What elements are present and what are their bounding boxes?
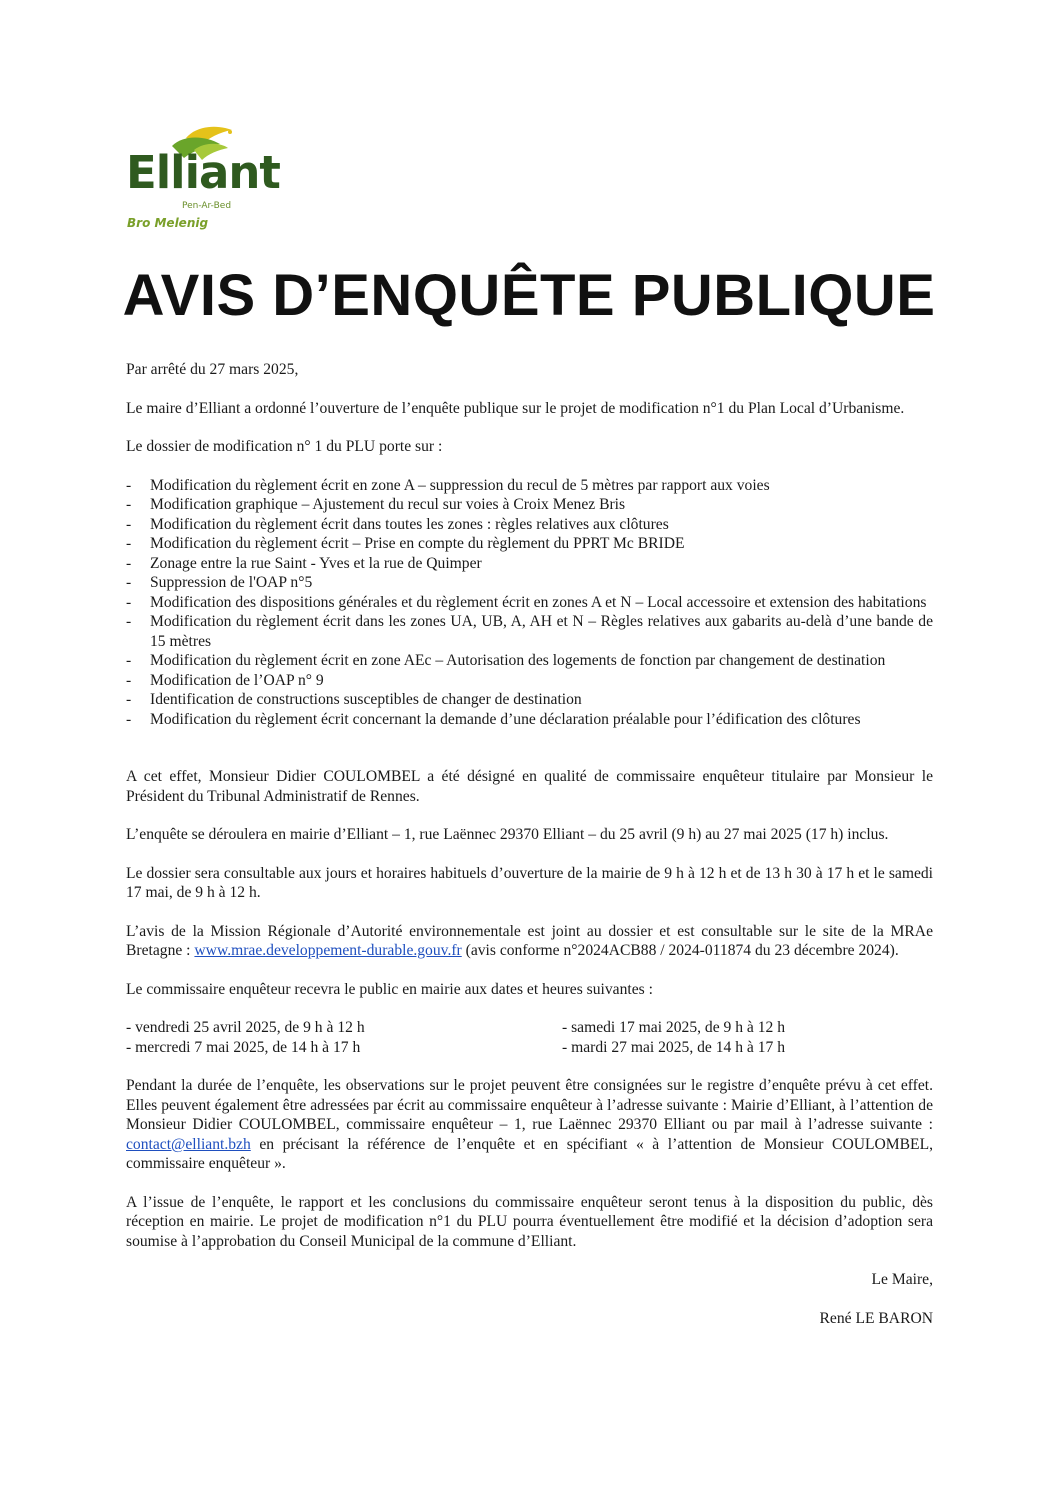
list-item: - Modification du règlement écrit dans les zones UA, UB, A, AH et N – Règles relatives aux gabarits au-delà d’une bande de 15 mètres: [126, 613, 933, 650]
list-item: - Modification des dispositions générales et du règlement écrit en zones A et N – Local accessoire et extension des habitations: [126, 593, 927, 611]
commissaire-paragraph: A cet effet, Monsieur Didier COULOMBEL a été désigné en qualité de commissaire enquêteur titulaire par Monsieur le Président du Tribunal Administratif de Rennes.: [126, 768, 933, 805]
contact-email-link[interactable]: contact@elliant.bzh: [126, 1135, 251, 1153]
logo-tagline: Bro Melenig: [127, 216, 209, 230]
consultable-paragraph: Le dossier sera consultable aux jours et horaires habituels d’ouverture de la mairie de 9 h à 12 h et de 13 h 30 à 17 h et le samedi 17 mai, de 9 h à 12 h.: [126, 864, 933, 901]
elliant-logo: [124, 124, 280, 234]
list-item: - Modification du règlement écrit en zone AEc – Autorisation des logements de fonction par changement de destination: [126, 652, 886, 669]
logo-subtitle: Pen-Ar-Bed: [182, 201, 232, 211]
permanence-dates: [126, 1018, 933, 1057]
list-item: - Modification graphique – Ajustement du recul sur voies à Croix Menez Bris: [126, 496, 626, 513]
mrae-link[interactable]: www.mrae.developpement-durable.gouv.fr: [194, 942, 462, 959]
observations-paragraph: Pendant la durée de l’enquête, les observations sur le projet peuvent être consignées sur le registre d’enquête prévu à cet effet. Elles peuvent également être adressées par écrit au commissaire enquêteur à l’adresse suivante : Mairie d’Elliant, à l’attention de Monsieur Didier COULOMBEL, commissaire enquêteur – 1, rue Laënnec 29370 Elliant ou par mail à l’adresse suivante : contact@elliant.bzh en précisant la référence de l’enquête et en spécifiant « à l’attention de Monsieur COULOMBEL, commissaire enquêteur ».: [126, 1077, 933, 1172]
list-item: - Modification de l’OAP n° 9: [126, 671, 324, 689]
list-item: - Identification de constructions susceptibles de changer de destination: [126, 691, 582, 708]
list-item: - Modification du règlement écrit concernant la demande d’une déclaration préalable pour l’édification des clôtures: [126, 710, 861, 728]
date-item: - vendredi 25 avril 2025, de 9 h à 12 h: [126, 1019, 365, 1036]
list-item: - Modification du règlement écrit dans toutes les zones : règles relatives aux clôtures: [126, 515, 669, 533]
mrae-paragraph: L’avis de la Mission Régionale d’Autorité environnementale est joint au dossier et est consultable sur le site de la MRAe Bretagne : www.mrae.developpement-durable.gouv.fr (avis conforme n°2024ACB88 / 2024-011874 du 23 décembre 2024).: [126, 922, 933, 959]
list-item: - Suppression de l'OAP n°5: [126, 574, 313, 591]
list-item: - Zonage entre la rue Saint - Yves et la rue de Quimper: [126, 554, 482, 572]
date-item: - samedi 17 mai 2025, de 9 h à 12 h: [562, 1019, 786, 1036]
arrete-line: Par arrêté du 27 mars 2025,: [126, 361, 299, 378]
signature-role: Le Maire,: [871, 1271, 933, 1288]
signature-name: René LE BARON: [819, 1309, 933, 1327]
date-item: - mardi 27 mai 2025, de 14 h à 17 h: [562, 1038, 786, 1056]
list-item: - Modification du règlement écrit en zone A – suppression du recul de 5 mètres par rapport aux voies: [126, 476, 770, 494]
modification-list: [126, 476, 933, 730]
dossier-intro: Le dossier de modification n° 1 du PLU porte sur :: [126, 438, 443, 455]
list-item: - Modification du règlement écrit – Prise en compte du règlement du PPRT Mc BRIDE: [126, 535, 685, 552]
date-item: - mercredi 7 mai 2025, de 14 h à 17 h: [126, 1038, 361, 1056]
issue-paragraph: A l’issue de l’enquête, le rapport et les conclusions du commissaire enquêteur seront tenus à la disposition du public, dès réception en mairie. Le projet de modification n°1 du PLU pourra éventuellement être modifié et la décision d’adoption sera soumise à l’approbation du Conseil Municipal de la commune d’Elliant.: [126, 1193, 933, 1250]
logo-wordmark: Elliant: [126, 146, 280, 199]
page-title: AVIS D’ENQUÊTE PUBLIQUE: [122, 263, 936, 328]
intro-paragraph: Le maire d’Elliant a ordonné l’ouverture de l’enquête publique sur le projet de modification n°1 du Plan Local d’Urbanisme.: [126, 399, 905, 417]
notice-body: [126, 360, 933, 1328]
deroulement-paragraph: L’enquête se déroulera en mairie d’Elliant – 1, rue Laënnec 29370 Elliant – du 25 avril (9 h) au 27 mai 2025 (17 h) inclus.: [126, 826, 889, 843]
permanences-intro: Le commissaire enquêteur recevra le public en mairie aux dates et heures suivantes :: [126, 980, 653, 998]
